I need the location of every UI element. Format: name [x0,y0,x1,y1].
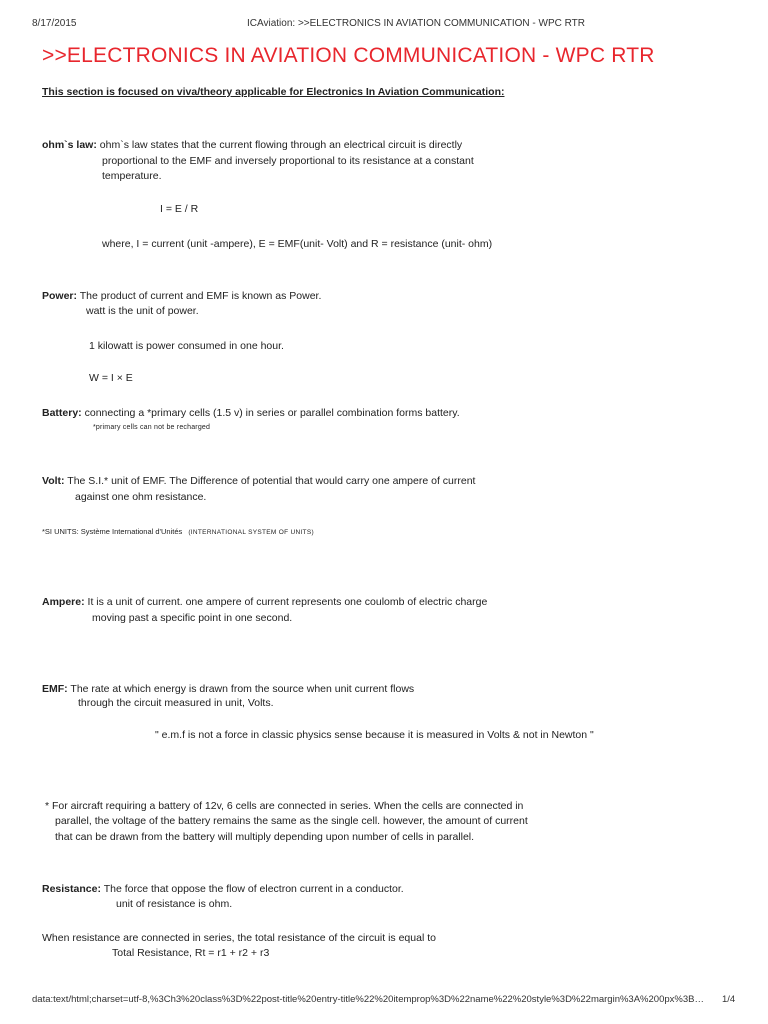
volt-term: Volt: [42,475,65,487]
ohms-law-where: where, I = current (unit -ampere), E = EMF(unit- Volt) and R = resistance (unit- ohm) [102,238,493,250]
ohms-law-line-3: temperature. [102,170,162,182]
resistance-term: Resistance: [42,883,101,895]
resistance-formula: Total Resistance, Rt = r1 + r2 + r3 [112,947,270,959]
ohms-law-section [42,139,462,151]
power-formula: W = I × E [89,372,133,384]
ampere-term: Ampere: [42,596,85,608]
ampere-section [42,596,487,608]
volt-line-1: The S.I.* unit of EMF. The Difference of potential that would carry one ampere of current [67,475,476,487]
intro-text: This section is focused on viva/theory applicable for Electronics In Aviation Communication: [42,86,505,98]
battery-section [42,407,460,419]
ohms-law-line-1: ohm`s law states that the current flowing through an electrical circuit is directly [99,139,463,151]
emf-section [42,683,414,695]
emf-quote: " e.m.f is not a force in classic physics sense because it is measured in Volts & not in Newton " [155,729,594,741]
ohms-law-formula: I = E / R [160,203,199,215]
page-number: 1/4 [722,994,736,1005]
aircraft-line-2: parallel, the voltage of the battery remains the same as the single cell. however, the amount of current [55,815,528,827]
resistance-section [42,883,404,895]
ampere-line-1: It is a unit of current. one ampere of current represents one coulomb of electric charge [87,596,488,608]
ohms-law-line-2: proportional to the EMF and inversely proportional to its resistance at a constant [102,155,474,167]
volt-section [42,475,475,487]
aircraft-line-3: that can be drawn from the battery will multiply depending upon number of cells in parallel. [55,831,475,843]
si-units-note-b: (INTERNATIONAL SYSTEM OF UNITS) [188,529,314,536]
volt-line-2: against one ohm resistance. [75,491,207,503]
aircraft-line-1: * For aircraft requiring a battery of 12v, 6 cells are connected in series. When the cells are connected in [45,800,524,812]
power-line-2: watt is the unit of power. [86,305,199,317]
power-line-3: 1 kilowatt is power consumed in one hour. [89,340,284,352]
ampere-line-2: moving past a specific point in one second. [92,612,293,624]
resistance-line-1: The force that oppose the flow of electron current in a conductor. [103,883,404,895]
battery-term: Battery: [42,407,82,419]
resistance-series: When resistance are connected in series, the total resistance of the circuit is equal to [42,932,436,944]
print-doc-title: ICAviation: >>ELECTRONICS IN AVIATION COMMUNICATION - WPC RTR [247,18,586,29]
print-url: data:text/html;charset=utf-8,%3Ch3%20class%3D%22post-title%20entry-title%22%20itemprop%3D%22name%22%20style%3D%22margin%3A%200px%3B… [32,994,704,1005]
ohms-law-term: ohm`s law: [42,139,97,151]
page-title: >>ELECTRONICS IN AVIATION COMMUNICATION - WPC RTR [42,44,655,67]
si-units-note [42,527,314,536]
battery-line-1: connecting a *primary cells (1.5 v) in series or parallel combination forms battery. [84,407,460,419]
battery-note: *primary cells can not be recharged [93,424,211,431]
emf-line-2: through the circuit measured in unit, Volts. [78,697,274,709]
power-section [42,290,321,302]
emf-line-1: The rate at which energy is drawn from the source when unit current flows [70,683,415,695]
resistance-line-2: unit of resistance is ohm. [116,898,233,910]
print-date: 8/17/2015 [32,18,77,29]
emf-term: EMF: [42,683,68,695]
power-term: Power: [42,290,78,302]
si-units-note-a: *SI UNITS: Système International d'Unités [42,527,183,536]
power-line-1: The product of current and EMF is known as Power. [79,290,322,302]
